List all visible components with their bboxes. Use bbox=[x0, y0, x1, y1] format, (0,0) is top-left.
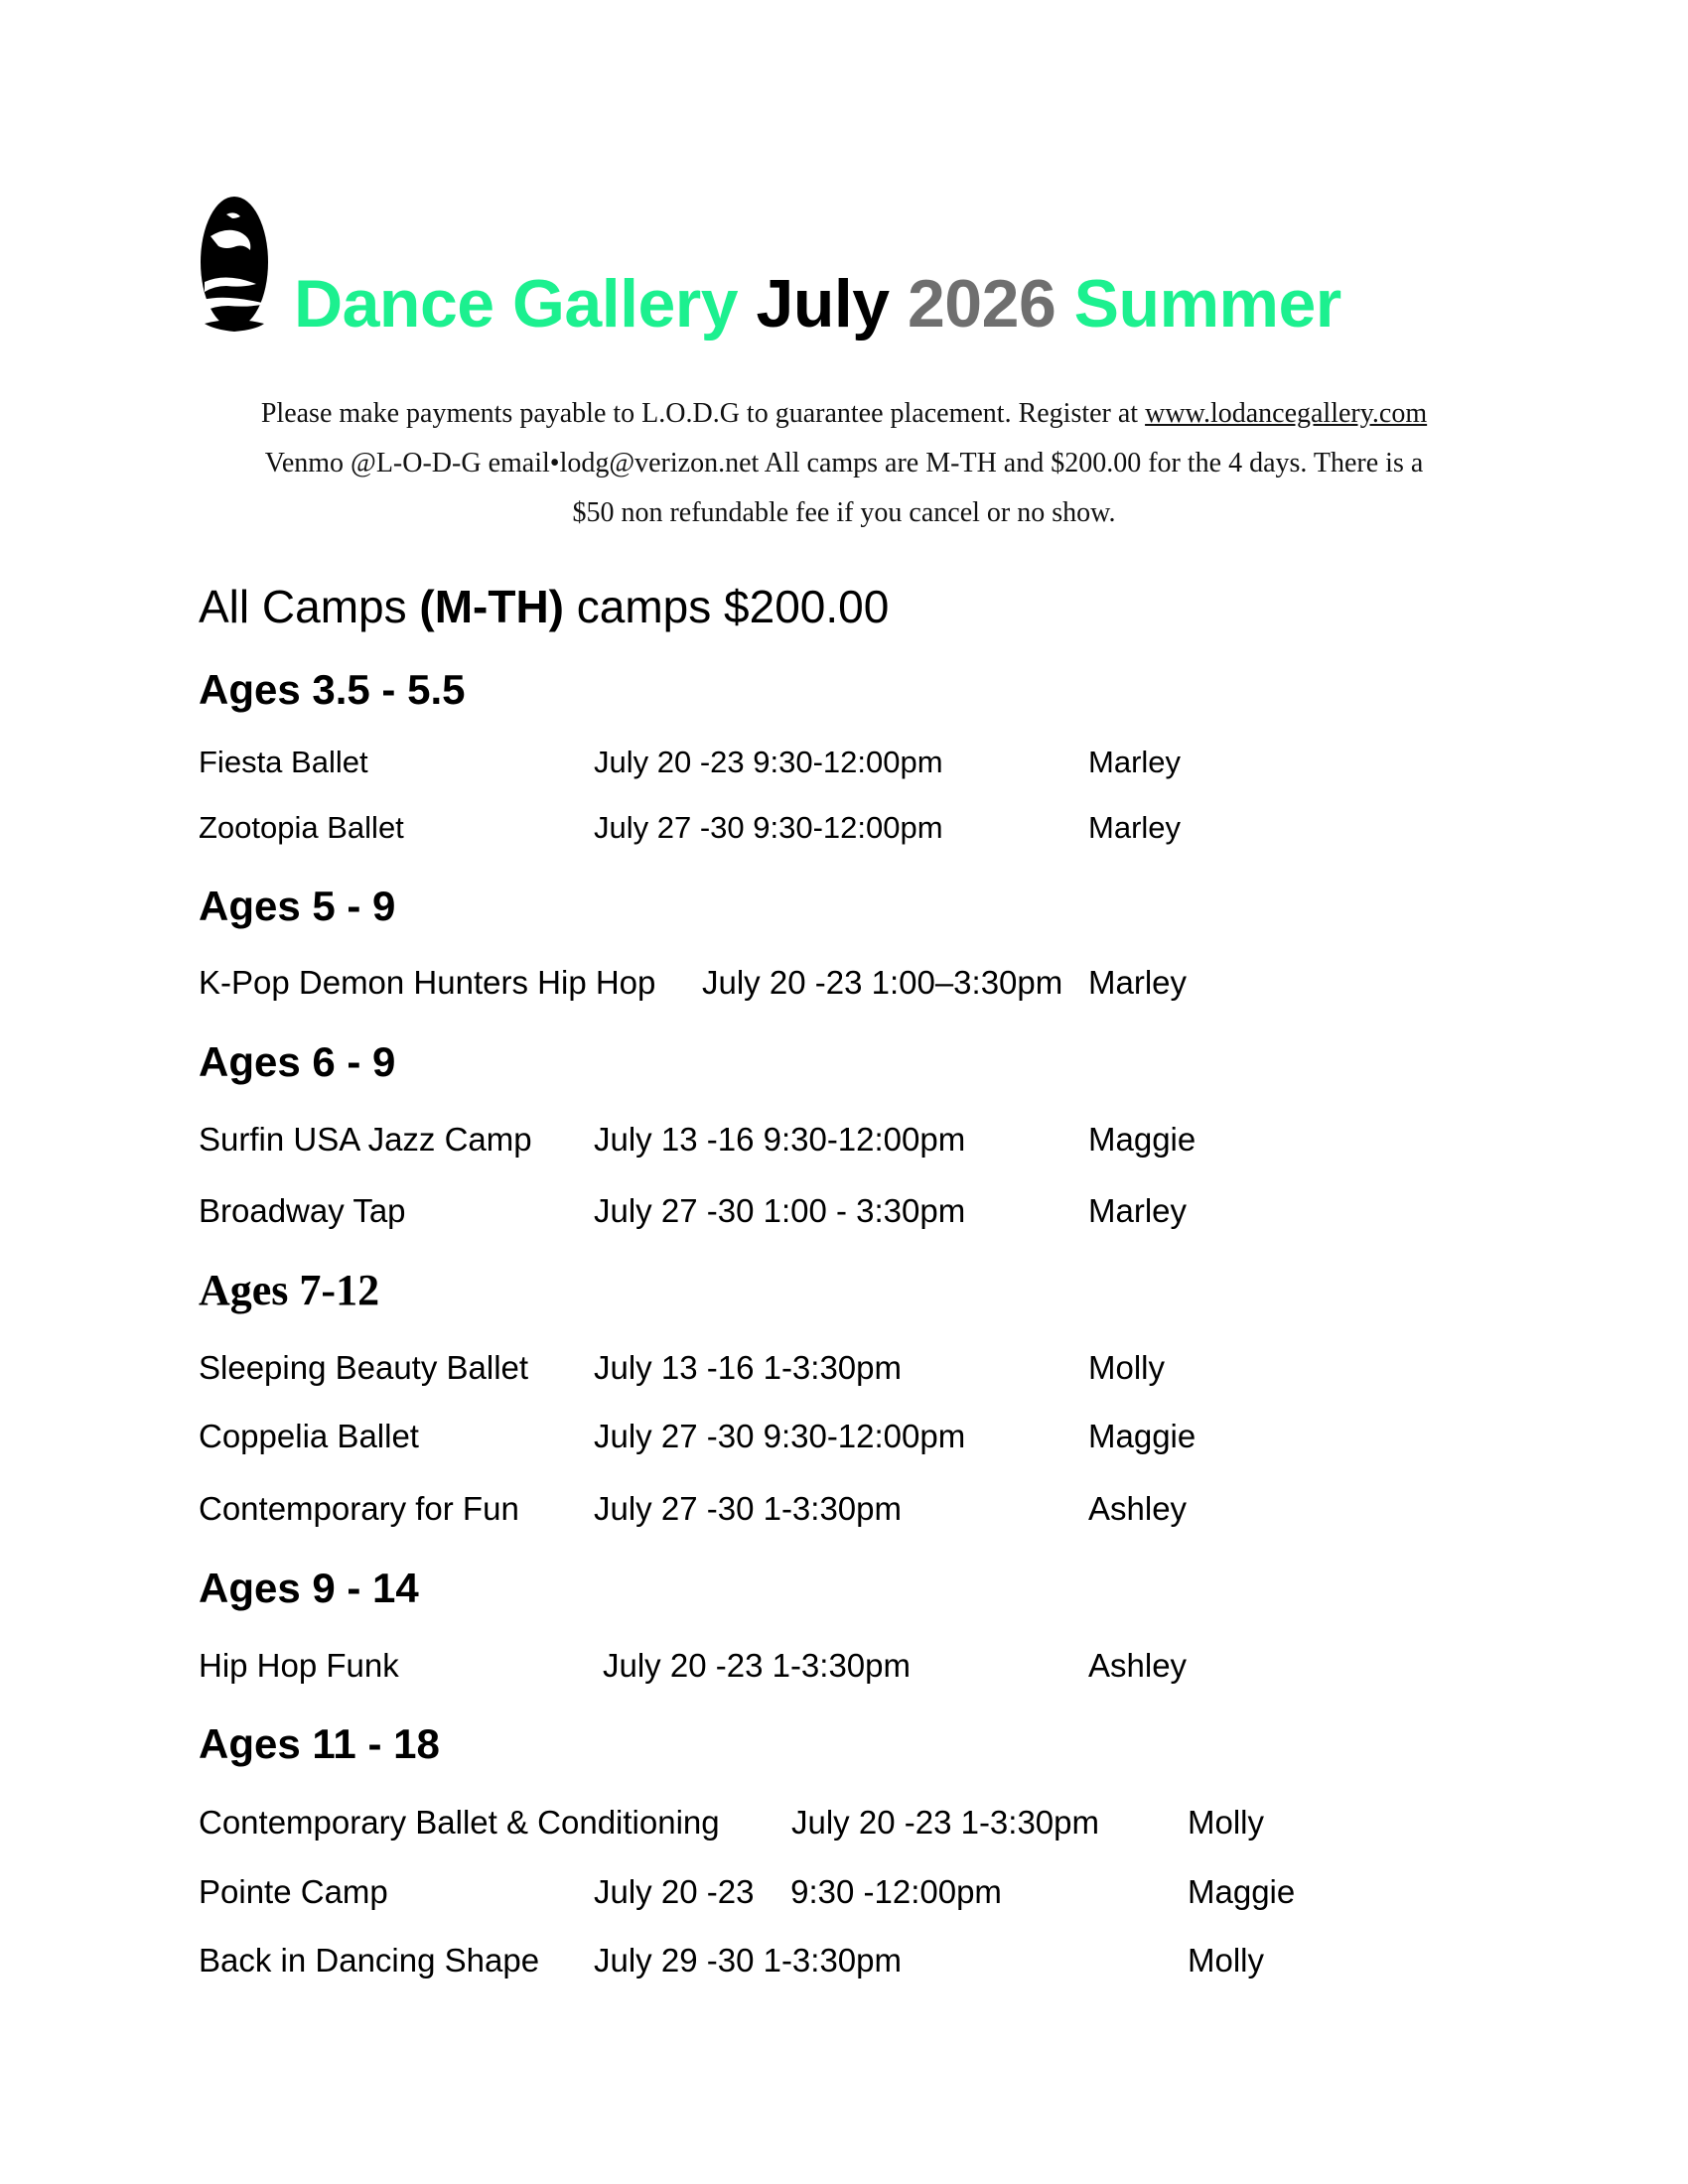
camp-name: Sleeping Beauty Ballet bbox=[199, 1349, 529, 1386]
camp-row bbox=[0, 741, 1688, 784]
camp-dates: July 27 -30 1-3:30pm bbox=[594, 1490, 903, 1527]
dance-gallery-logo bbox=[197, 197, 272, 338]
camp-row bbox=[0, 1870, 1688, 1914]
camp-teacher: Molly bbox=[1088, 1349, 1166, 1386]
section-heading-ages-7-12: Ages 7-12 bbox=[199, 1266, 380, 1314]
intro-line-3: $50 non refundable fee if you cancel or no show. bbox=[572, 497, 1116, 528]
intro-paragraph bbox=[189, 389, 1499, 538]
page-title bbox=[294, 266, 1341, 341]
camp-row bbox=[0, 1189, 1688, 1233]
camp-dates: July 13 -16 9:30-12:00pm bbox=[594, 1121, 966, 1158]
camp-teacher: Marley bbox=[1088, 1192, 1188, 1229]
camp-teacher: Molly bbox=[1188, 1804, 1265, 1841]
camp-name: Surfin USA Jazz Camp bbox=[199, 1121, 532, 1158]
camp-dates: July 27 -30 1:00 - 3:30pm bbox=[594, 1192, 966, 1229]
camp-name: Fiesta Ballet bbox=[199, 745, 368, 779]
camp-dates: July 27 -30 9:30-12:00pm bbox=[594, 1418, 966, 1454]
camp-teacher: Marley bbox=[1088, 964, 1188, 1001]
camp-dates: July 27 -30 9:30-12:00pm bbox=[594, 810, 943, 845]
section-heading-ages-3-5-5-5: Ages 3.5 - 5.5 bbox=[199, 666, 466, 713]
camp-row bbox=[0, 961, 1688, 1005]
camp-teacher: Molly bbox=[1188, 1942, 1265, 1979]
camp-teacher: Maggie bbox=[1188, 1873, 1296, 1910]
camp-row bbox=[0, 1415, 1688, 1458]
intro-line-1: Please make payments payable to L.O.D.G to guarantee placement. Register at bbox=[260, 398, 1139, 429]
title-year: 2026 bbox=[907, 266, 1056, 341]
camp-dates: July 20 -23 1-3:30pm bbox=[603, 1647, 912, 1684]
camp-name: Pointe Camp bbox=[199, 1873, 388, 1910]
camp-teacher: Ashley bbox=[1088, 1647, 1188, 1684]
camp-dates: July 20 -23 1:00–3:30pm bbox=[702, 964, 1063, 1001]
camp-row bbox=[0, 1487, 1688, 1531]
camp-name: Hip Hop Funk bbox=[199, 1647, 399, 1684]
camp-name: Contemporary for Fun bbox=[199, 1490, 519, 1527]
title-dance-gallery: Dance Gallery bbox=[294, 266, 739, 341]
camp-teacher: Ashley bbox=[1088, 1490, 1188, 1527]
summary-pre: All Camps bbox=[199, 581, 407, 632]
summary-price: camps $200.00 bbox=[576, 581, 890, 632]
camp-teacher: Maggie bbox=[1088, 1121, 1196, 1158]
camp-row bbox=[0, 806, 1688, 850]
camp-row bbox=[0, 1801, 1688, 1844]
camp-name: Zootopia Ballet bbox=[199, 810, 404, 845]
title-season: Summer bbox=[1073, 266, 1341, 341]
website-link[interactable]: www.lodancegallery.com bbox=[1145, 398, 1428, 429]
section-heading-ages-11-18: Ages 11 - 18 bbox=[199, 1720, 440, 1767]
camp-row bbox=[0, 1118, 1688, 1161]
summary-days: (M-TH) bbox=[419, 581, 564, 632]
camp-dates: July 20 -23 9:30-12:00pm bbox=[594, 745, 943, 779]
camp-dates: July 29 -30 1-3:30pm bbox=[594, 1942, 903, 1979]
camp-row bbox=[0, 1644, 1688, 1688]
camp-teacher: Marley bbox=[1088, 745, 1182, 779]
camp-row bbox=[0, 1346, 1688, 1390]
camp-name: Broadway Tap bbox=[199, 1192, 406, 1229]
title-month: July bbox=[756, 266, 890, 341]
camp-name: Contemporary Ballet & Conditioning bbox=[199, 1804, 720, 1841]
camp-row bbox=[0, 1939, 1688, 1982]
camp-name: Coppelia Ballet bbox=[199, 1418, 419, 1454]
intro-line-2: Venmo @L-O-D-G email•lodg@verizon.net All camps are M-TH and $200.00 for the 4 days. There is a bbox=[264, 448, 1424, 478]
camp-dates: July 20 -23 1-3:30pm bbox=[791, 1804, 1100, 1841]
section-heading-ages-9-14: Ages 9 - 14 bbox=[199, 1565, 419, 1611]
camp-teacher: Marley bbox=[1088, 810, 1182, 845]
camp-name: Back in Dancing Shape bbox=[199, 1942, 540, 1979]
camp-name: K-Pop Demon Hunters Hip Hop bbox=[199, 964, 656, 1001]
section-heading-ages-5-9: Ages 5 - 9 bbox=[199, 883, 396, 929]
camps-summary bbox=[199, 580, 889, 634]
camp-dates: July 20 -23 9:30 -12:00pm bbox=[594, 1873, 1002, 1910]
camp-teacher: Maggie bbox=[1088, 1418, 1196, 1454]
section-heading-ages-6-9: Ages 6 - 9 bbox=[199, 1038, 396, 1085]
camp-dates: July 13 -16 1-3:30pm bbox=[594, 1349, 903, 1386]
